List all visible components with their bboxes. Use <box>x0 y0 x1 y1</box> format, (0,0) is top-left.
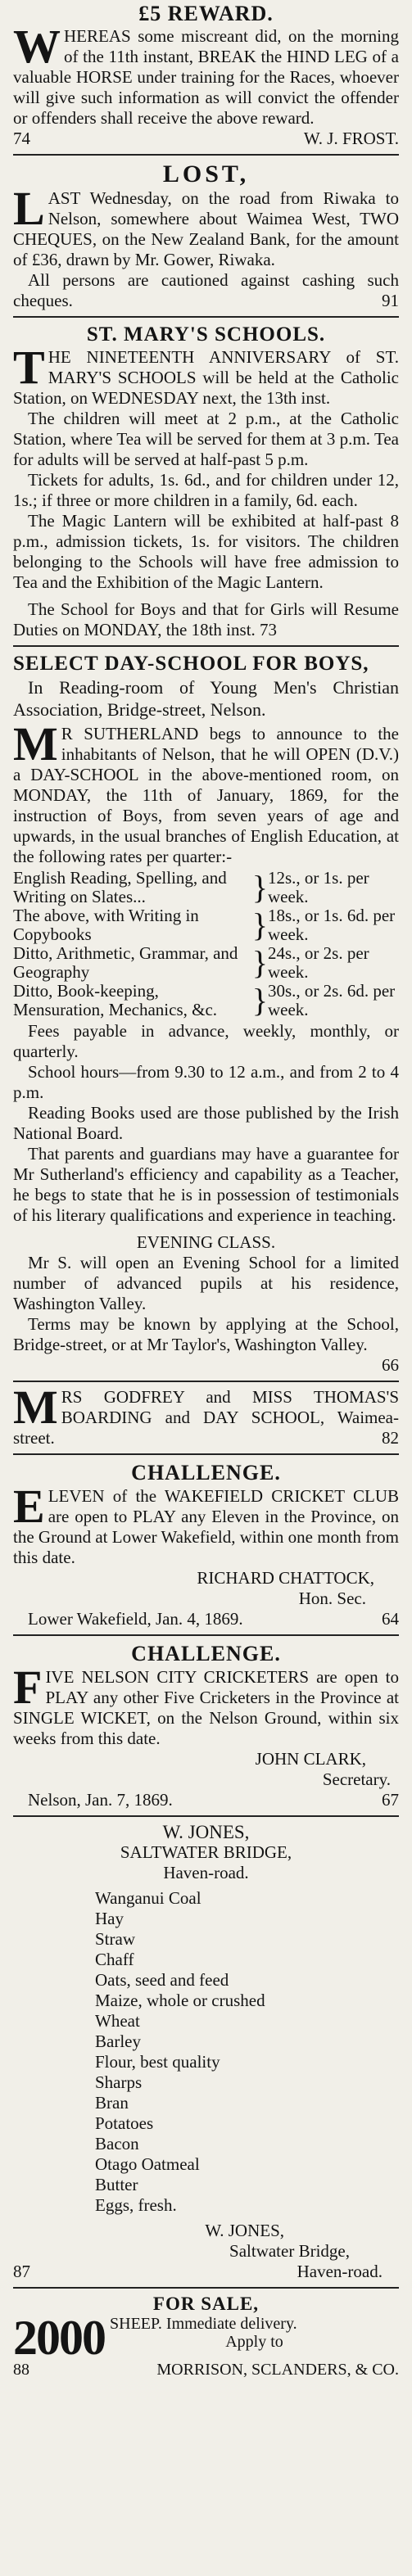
challenge1-role: Hon. Sec. <box>298 1589 366 1608</box>
list-item: Bacon <box>95 2134 139 2153</box>
dayschool-books: Reading Books used are those published by the Irish National Board. <box>13 1103 399 1143</box>
reward-ad <box>13 0 399 149</box>
challenge1-drop-cap: E <box>13 1480 45 1533</box>
reward-body: WHEREAS some miscreant did, on the morning of the 11th instant, BREAK the HIND LEG of a valuable HORSE under training for the Races, whoever will give such information as will convict the offender or offenders shall receive the above reward. <box>13 20 399 128</box>
divider <box>13 154 399 156</box>
list-item: Sharps <box>95 2072 143 2092</box>
reward-signer: W. J. FROST. <box>303 129 399 148</box>
divider <box>13 1381 399 1382</box>
challenge1-title: CHALLENGE. <box>131 1461 281 1485</box>
goods-list <box>95 1888 399 2216</box>
table-row: Ditto, Book-keeping, Mensuration, Mechanics, &c. } 30s., or 2s. 6d. per week. <box>13 981 396 1019</box>
list-item: Wheat <box>95 2011 140 2031</box>
forsale-title: FOR SALE, <box>152 2294 260 2314</box>
challenge2-role: Secretary. <box>322 1769 391 1789</box>
jones-number: 87 <box>13 2262 30 2281</box>
challenge1-ad <box>13 1460 399 1629</box>
boarding-ad <box>13 1381 399 1448</box>
list-item: Barley <box>95 2031 141 2051</box>
dayschool-subtitle: In Reading-room of Young Men's Christian Association, Bridge-street, Nelson. <box>13 677 399 720</box>
schools-drop-cap: T <box>13 341 45 394</box>
evening-body: Mr S. will open an Evening School for a limited number of advanced pupils at his residence, Washington Valley. <box>13 1253 399 1313</box>
list-item: Potatoes <box>95 2113 154 2133</box>
evening-terms: Terms may be known by applying at the School, Bridge-street, or at Mr Taylor's, Washington Valley. <box>13 1314 399 1354</box>
schools-p2: The children will meet at 2 p.m., at the Catholic Station, where Tea will be served for them at 3 p.m. Tea for adults will be served at half-past 5 p.m. <box>13 409 399 469</box>
lost-title: LOST, <box>162 160 250 188</box>
dayschool-number: 66 <box>382 1355 399 1375</box>
challenge2-footer <box>13 1790 399 1810</box>
jones-shop: SALTWATER BRIDGE, <box>120 1842 292 1862</box>
lost-body: LAST Wednesday, on the road from Riwaka to Nelson, somewhere about Waimea West, TWO CHEQUES, on the New Zealand Bank, for the amount of £36, drawn by Mr. Gower, Riwaka. <box>13 182 399 269</box>
schools-ad <box>13 323 399 640</box>
jones-sig-name: W. JONES, <box>205 2221 284 2240</box>
reward-drop-cap: W <box>13 20 61 73</box>
forsale-line3: MORRISON, SCLANDERS, & CO. <box>156 2361 399 2379</box>
forsale-line1: SHEEP. Immediate delivery. <box>110 2315 297 2333</box>
challenge1-body: ELEVEN of the WAKEFIELD CRICKET CLUB are open to PLAY any Eleven in the Province, on the Ground at Lower Wakefield, within one month from this date. <box>13 1480 399 1567</box>
lost-number: 91 <box>382 291 399 310</box>
divider <box>13 1815 399 1817</box>
reward-number: 74 <box>13 129 30 148</box>
reward-title: £5 REWARD. <box>138 2 274 25</box>
challenge1-number: 64 <box>382 1609 399 1629</box>
lost-drop-cap: L <box>13 182 45 235</box>
dayschool-title: SELECT DAY-SCHOOL FOR BOYS, <box>13 653 369 675</box>
list-item: Wanganui Coal <box>95 1888 201 1908</box>
rates-table <box>13 869 399 1019</box>
challenge2-ad <box>13 1641 399 1810</box>
forsale-row <box>13 2311 399 2365</box>
list-item: Maize, whole or crushed <box>95 1991 265 2010</box>
schools-p1: THE NINETEENTH ANNIVERSARY of ST. MARY'S SCHOOLS will be held at the Catholic Station, on WEDNESDAY next, the 13th inst. <box>13 341 399 408</box>
jones-name: W. JONES, <box>162 1822 250 1842</box>
boarding-number: 82 <box>382 1428 399 1448</box>
table-row: The above, with Writing in Copybooks } 18s., or 1s. 6d. per week. <box>13 906 396 944</box>
list-item: Hay <box>95 1909 124 1928</box>
dayschool-drop-cap: M <box>13 717 58 771</box>
list-item: Flour, best quality <box>95 2052 220 2072</box>
list-item: Straw <box>95 1929 135 1949</box>
brace-glyph: } <box>251 982 268 1019</box>
dayschool-fees: Fees payable in advance, weekly, monthly, or quarterly. <box>13 1021 399 1061</box>
challenge1-footer <box>13 1609 399 1629</box>
jones-footer <box>13 2262 399 2282</box>
list-item: Oats, seed and feed <box>95 1970 229 1990</box>
evening-title: EVENING CLASS. <box>136 1232 276 1252</box>
divider <box>13 1453 399 1455</box>
jones-road: Haven-road. <box>163 1863 249 1882</box>
challenge1-signer: RICHARD CHATTOCK, <box>197 1568 374 1588</box>
forsale-line2: Apply to <box>225 2333 283 2351</box>
divider <box>13 1634 399 1636</box>
dayschool-guarantee: That parents and guardians may have a guarantee for Mr Sutherland's efficiency and capability as a Teacher, he begs to state that he is in possession of testimonials of his literary qualifications and experience in teaching. <box>13 1144 399 1225</box>
lost-ad <box>13 160 399 311</box>
divider <box>13 2287 399 2289</box>
jones-ad <box>13 1822 399 2282</box>
schools-title: ST. MARY'S SCHOOLS. <box>86 323 326 346</box>
list-item: Bran <box>95 2093 129 2113</box>
divider <box>13 316 399 318</box>
dayschool-hours: School hours—from 9.30 to 12 a.m., and from 2 to 4 p.m. <box>13 1062 399 1102</box>
dayschool-intro: M R SUTHERLAND begs to announce to the inhabitants of Nelson, that he will OPEN (D.V.) a DAY-SCHOOL in the above-mentioned room, on MONDAY, the 11th of January, 1869, for the instruction of Boys, from seven years of age and upwards, in the usual branches of English Education, at the following rates per quarter:- <box>13 717 399 866</box>
schools-number: 73 <box>260 620 278 639</box>
table-row: Ditto, Arithmetic, Grammar, and Geography } 24s., or 2s. per week. <box>13 943 369 982</box>
boarding-body: MRS GODFREY and MISS THOMAS'S BOARDING and DAY SCHOOL, Waimea-street. 82 <box>13 1381 399 1448</box>
list-item: Chaff <box>95 1950 134 1969</box>
challenge2-number: 67 <box>382 1790 399 1810</box>
forsale-big-number: 2000 <box>13 2311 105 2365</box>
schools-p3: Tickets for adults, 1s. 6d., and for children under 12, 1s.; if three or more children in a family, 6d. each. <box>13 470 399 510</box>
table-row: English Reading, Spelling, and Writing on Slates... } 12s., or 1s. per week. <box>13 868 369 906</box>
challenge2-title: CHALLENGE. <box>131 1642 281 1665</box>
challenge2-drop-cap: F <box>13 1661 43 1714</box>
lost-caution: All persons are cautioned against cashing such cheques. 91 <box>13 270 399 310</box>
forsale-ad <box>13 2294 399 2379</box>
schools-p4: The Magic Lantern will be exhibited at half-past 8 p.m., admission tickets, 1s. for visitors. The children belonging to the Schools will have free admission to Tea and the Exhibition of the Magic Lantern. <box>13 511 399 592</box>
challenge2-body: FIVE NELSON CITY CRICKETERS are open to PLAY any other Five Cricketers in the Province at SINGLE WICKET, on the Nelson Ground, within six weeks from this date. <box>13 1661 399 1748</box>
boarding-drop-cap: M <box>13 1381 58 1434</box>
jones-sig-shop: Saltwater Bridge, <box>229 2241 350 2261</box>
list-item: Otago Oatmeal <box>95 2154 200 2174</box>
challenge2-signer: JOHN CLARK, <box>255 1749 366 1769</box>
challenge1-place: Lower Wakefield, Jan. 4, 1869. <box>28 1609 243 1629</box>
reward-footer <box>13 129 399 149</box>
forsale-number: 88 <box>13 2361 29 2379</box>
schools-p5: The School for Boys and that for Girls will Resume Duties on MONDAY, the 18th inst. 73 <box>13 599 399 639</box>
brace-glyph: } <box>251 906 268 943</box>
list-item: Eggs, fresh. <box>95 2195 177 2215</box>
brace-glyph: } <box>251 869 268 906</box>
forsale-text <box>105 2315 399 2351</box>
challenge2-place: Nelson, Jan. 7, 1869. <box>28 1790 173 1810</box>
brace-glyph: } <box>251 944 268 981</box>
jones-sig-road: Haven-road. <box>297 2262 383 2281</box>
divider <box>13 645 399 647</box>
list-item: Butter <box>95 2175 138 2194</box>
dayschool-ad <box>13 652 399 1376</box>
